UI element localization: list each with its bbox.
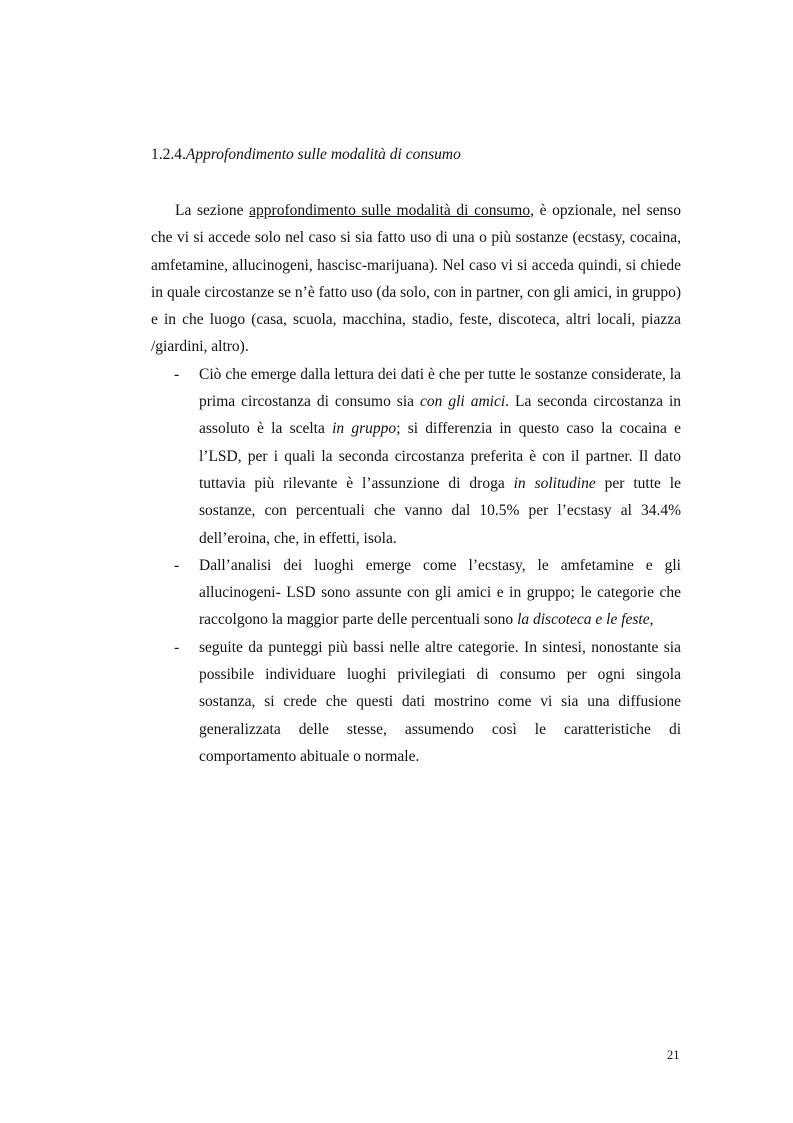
list-item	[151, 552, 681, 634]
intro-lead: La sezione	[175, 202, 244, 219]
body-text	[151, 197, 681, 770]
bullet-emphasis: la discoteca e le feste	[517, 611, 650, 629]
intro-underlined-term: approfondimento sulle modalità di consumo	[249, 202, 531, 219]
section-heading	[151, 145, 461, 165]
bullet-emphasis: in solitudine	[513, 474, 596, 492]
intro-rest: , è opzionale, nel senso che vi si accede solo nel caso si sia fatto uso di una o più sostanze (ecstasy, cocaina, amfetamine, allucinogeni, hascisc-marijuana). Nel caso vi si acceda quindi, si chiede in quale circostanze se n’è fatto uso (da solo, con in partner, con gli amici, in gruppo) e in che luogo (casa, scuola, macchina, stadio, feste, discoteca, altri locali, piazza /giardini, altro).	[151, 202, 682, 356]
section-number: 1.2.4.	[151, 146, 186, 163]
bullet-emphasis: in gruppo	[332, 420, 397, 438]
bullet-text: seguite da punteggi più bassi nelle altre categorie. In sintesi, nonostante sia possibile individuare luoghi privilegiati di consumo per ogni singola sostanza, si crede che questi dati mostrino come vi sia una diffusione generalizzata delle stesse, assumendo così le caratteristiche di comportamento abituale o normale.	[199, 638, 681, 765]
section-title: Approfondimento sulle modalità di consumo	[185, 146, 461, 163]
bullet-dash: -	[174, 365, 180, 383]
bullet-emphasis: con gli amici	[420, 393, 506, 411]
bullet-text: . La seconda circostanza in assoluto è la scelta	[199, 393, 682, 438]
bullet-dash: -	[174, 556, 180, 574]
list-item	[151, 361, 681, 552]
bullet-list	[151, 361, 681, 770]
page-number: 21	[667, 1048, 680, 1062]
bullet-text: Ciò che emerge dalla lettura dei dati è che per tutte le sostanze considerate, la prima circostanza di consumo sia	[199, 365, 681, 411]
bullet-text: ; si differenzia in questo caso la cocaina e l’LSD, per i quali la seconda circostanza preferita è con il partner. Il dato tuttavia più rilevante è l’assunzione di droga	[199, 420, 682, 492]
intro-paragraph	[151, 197, 681, 361]
bullet-text: per tutte le sostanze, con percentuali che vanno dal 10.5% per l’ecstasy al 34.4% dell’eroina, che, in effetti, isola.	[199, 474, 681, 547]
bullet-text: ,	[649, 611, 654, 629]
list-item	[151, 634, 681, 770]
bullet-text: Dall’analisi dei luoghi emerge come l’ecstasy, le amfetamine e gli allucinogeni- LSD sono assunte con gli amici e in gruppo; le categorie che raccolgono la maggior parte delle percentuali sono	[199, 556, 681, 629]
bullet-dash: -	[174, 638, 180, 656]
